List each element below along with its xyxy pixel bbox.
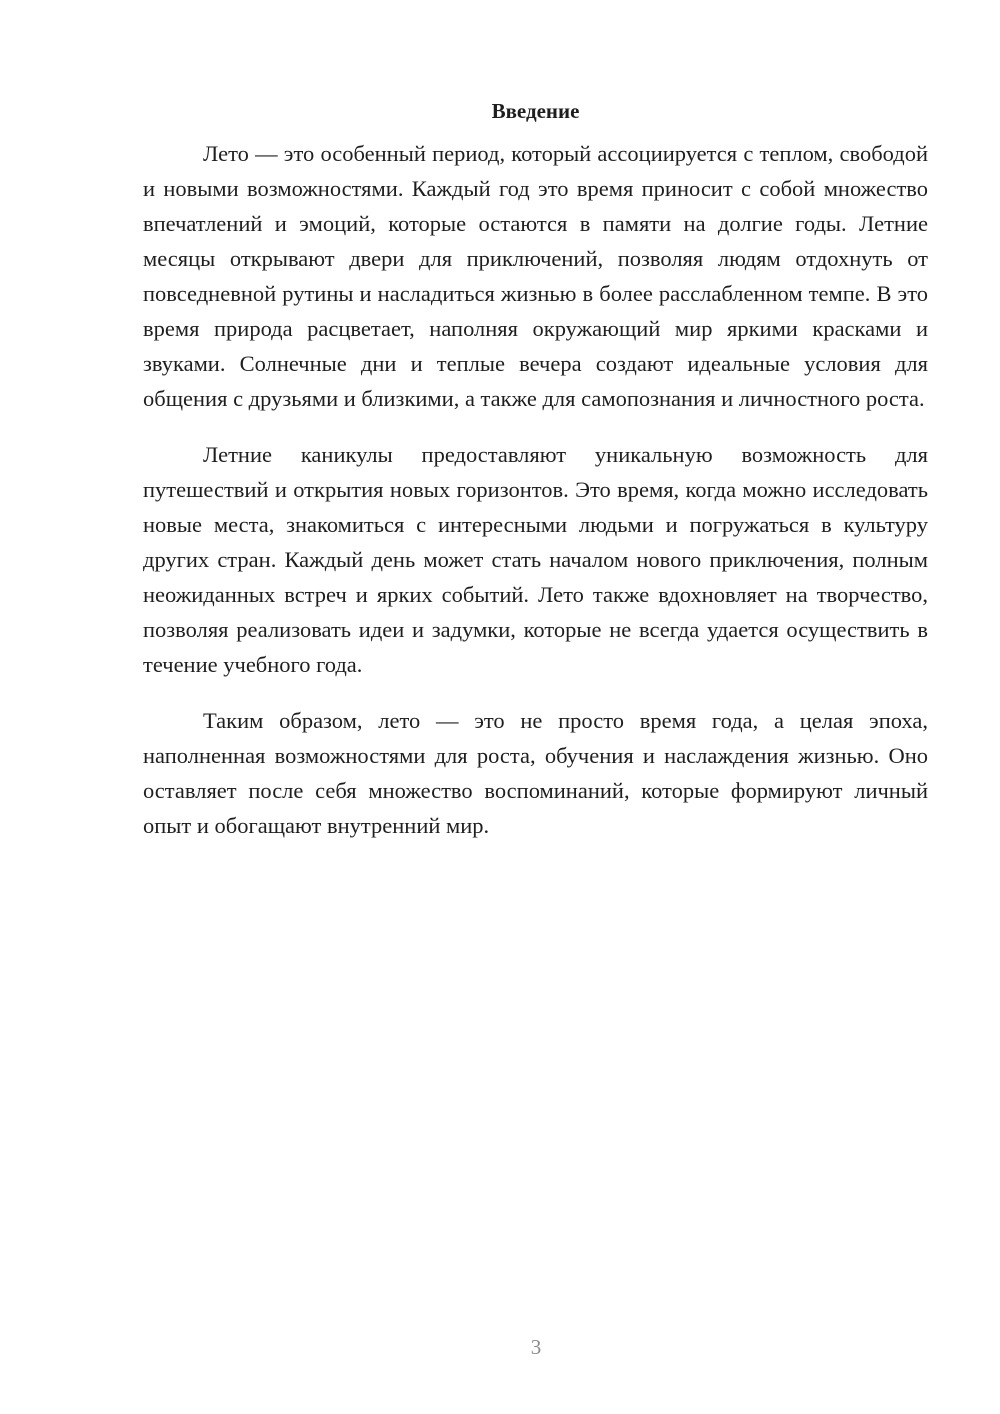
section-heading: Введение (491, 99, 580, 123)
paragraph-3: Таким образом, лето — это не просто время года, а целая эпоха, наполненная возможностями для роста, обучения и наслаждения жизнью. Оно оставляет после себя множество воспоминаний, которые формируют личный опыт и обогащают внутренний мир. (143, 708, 928, 838)
page-number: 3 (530, 1335, 542, 1359)
paragraph-2: Летние каникулы предоставляют уникальную возможность для путешествий и открытия новых горизонтов. Это время, когда можно исследовать новые места, знакомиться с интересными людьми и погружаться в культуру других стран. Каждый день может стать началом нового приключения, полным неожиданных встреч и ярких событий. Лето также вдохновляет на творчество, позволяя реализовать идеи и задумки, которые не всегда удается осуществить в течение учебного года. (143, 442, 928, 677)
paragraph-1: Лето — это особенный период, который ассоциируется с теплом, свободой и новыми возможностями. Каждый год это время приносит с собой множество впечатлений и эмоций, которые остаются в памяти на долгие годы. Летние месяцы открывают двери для приключений, позволяя людям отдохнуть от повседневной рутины и насладиться жизнью в более расслабленном темпе. В это время природа расцветает, наполняя окружающий мир яркими красками и звуками. Солнечные дни и теплые вечера создают идеальные условия для общения с друзьями и близкими, а также для самопознания и личностного роста. (143, 141, 928, 411)
page-content (143, 96, 928, 864)
